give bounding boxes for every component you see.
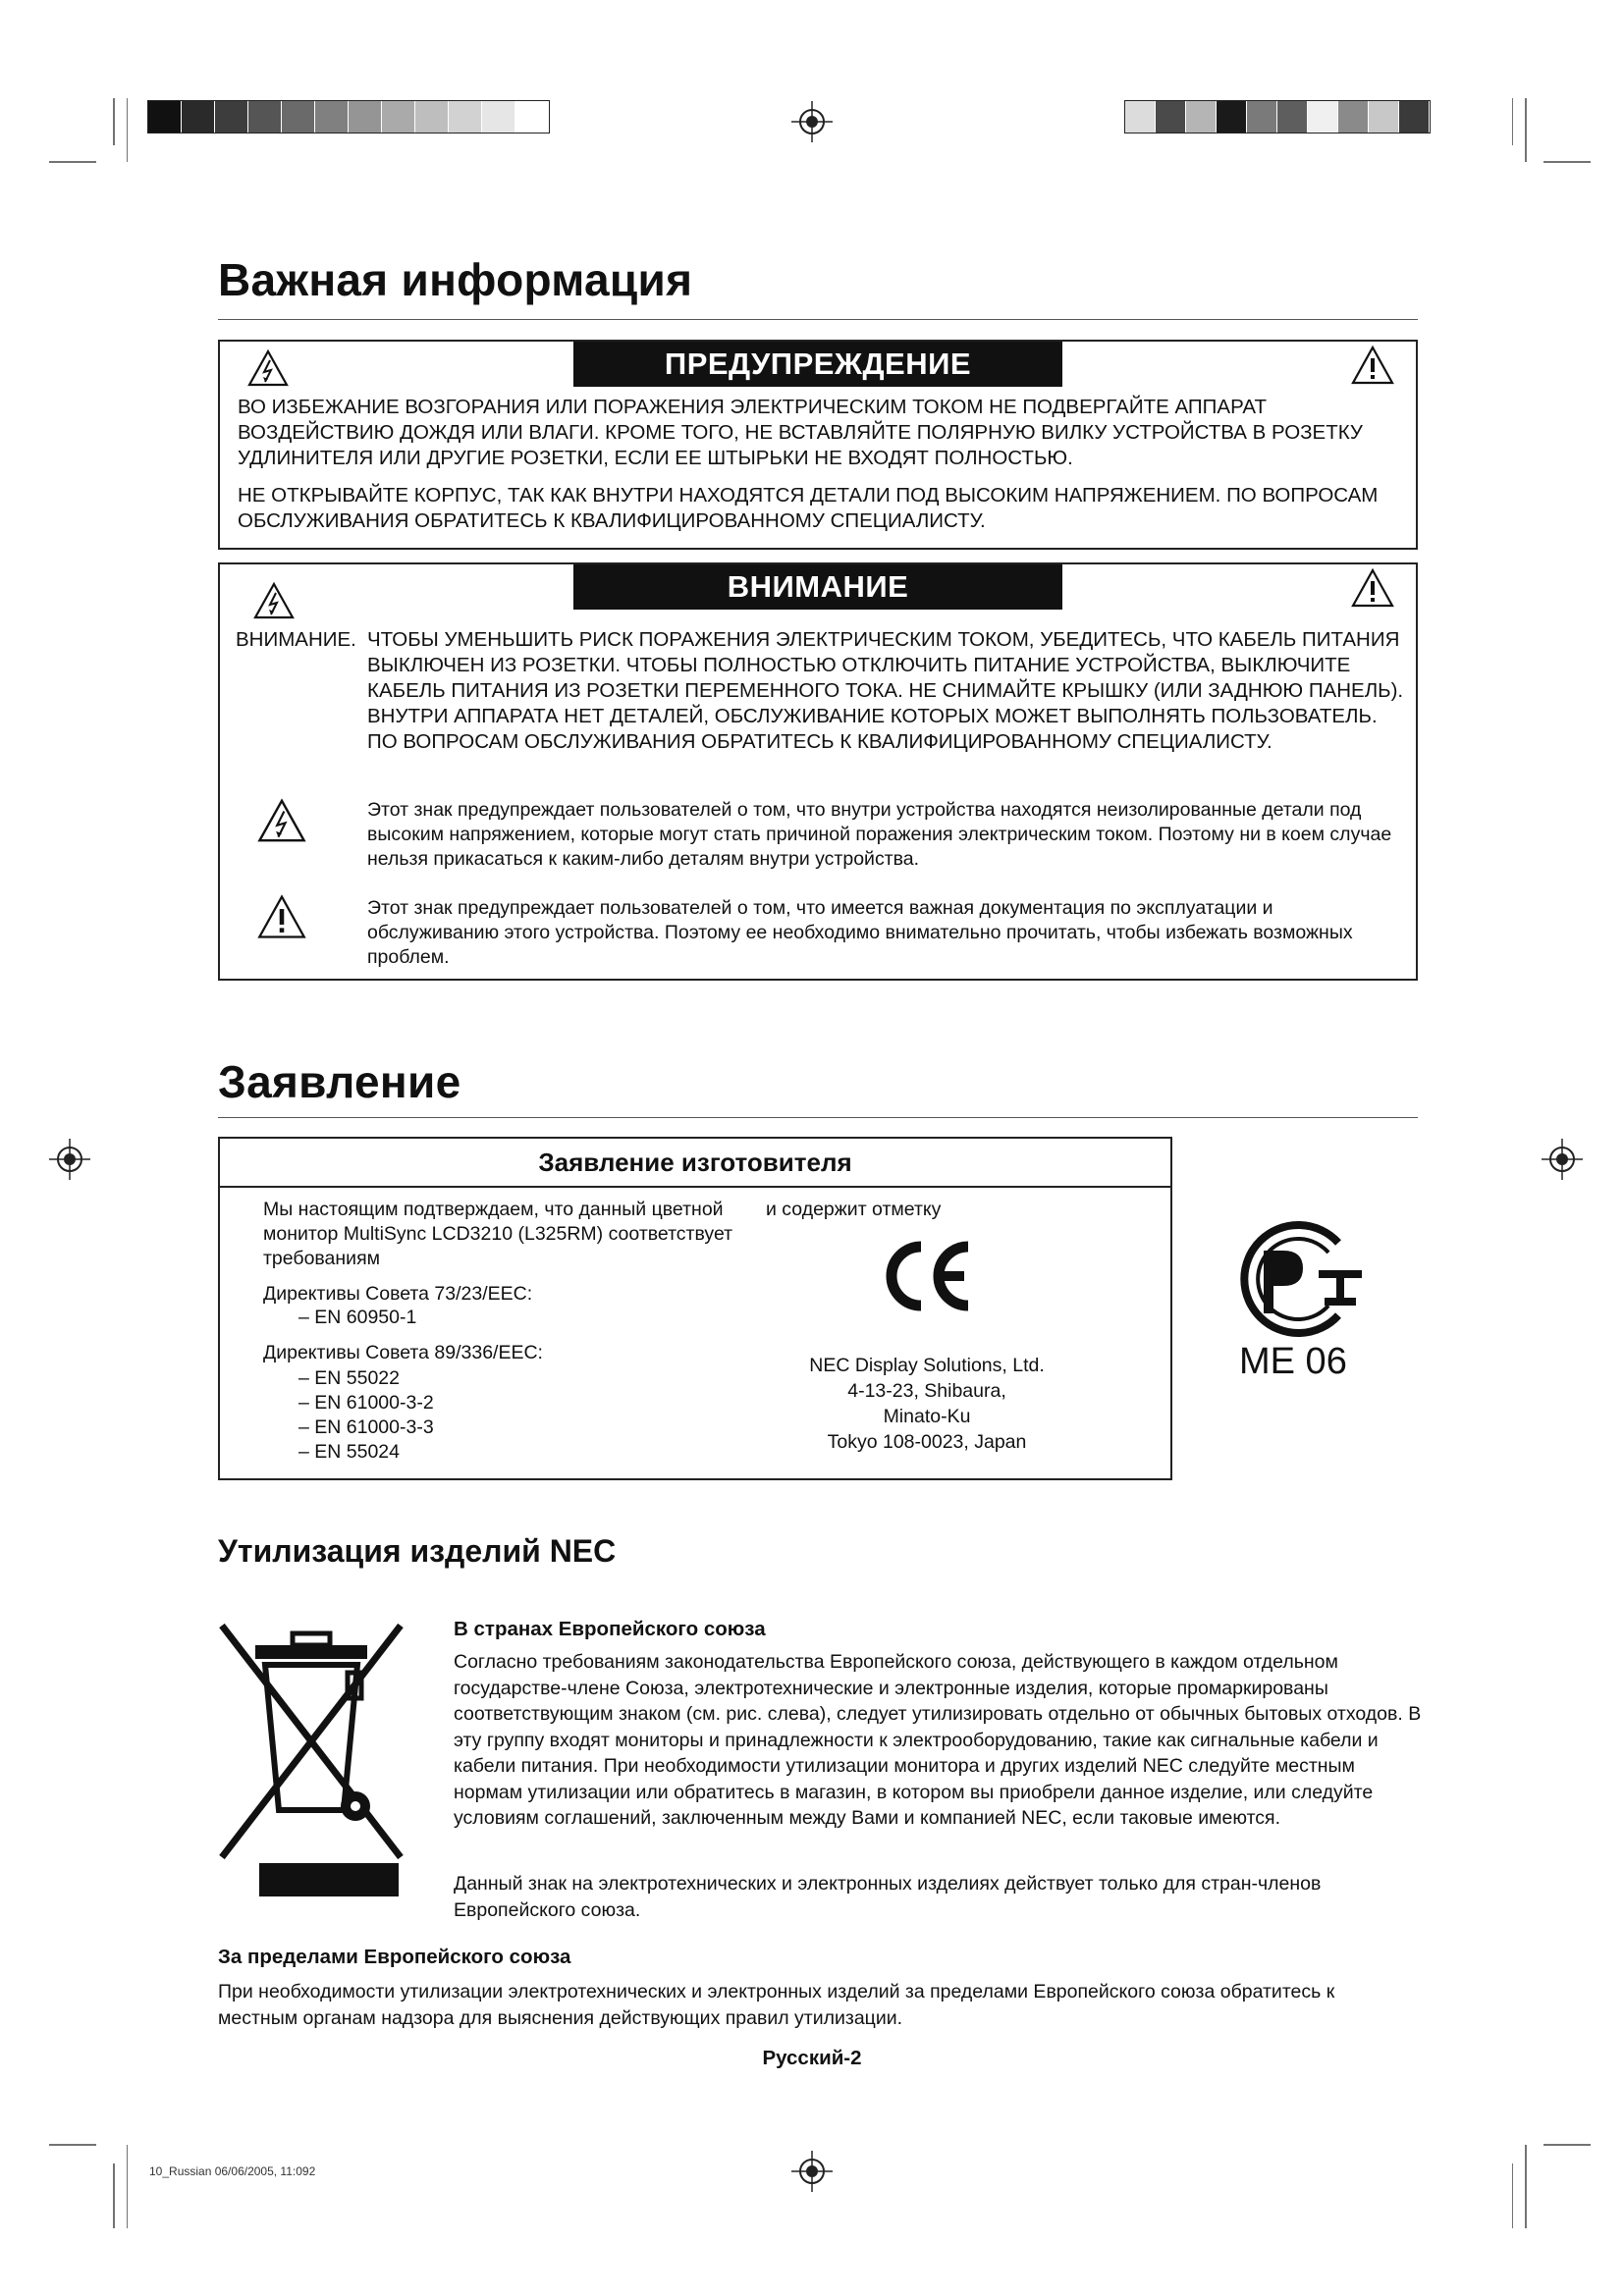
color-bar-swatch: [282, 101, 315, 133]
caution-banner: ВНИМАНИЕ: [573, 564, 1062, 610]
declaration-intro: Мы настоящим подтверждаем, что данный цветной монитор MultiSync LCD3210 (L325RM) соответствует требованиям: [263, 1199, 733, 1269]
print-info: 10_Russian 06/06/2005, 11:092: [149, 2164, 316, 2178]
warning-paragraph-1: ВО ИЗБЕЖАНИЕ ВОЗГОРАНИЯ ИЛИ ПОРАЖЕНИЯ ЭЛЕКТРИЧЕСКИМ ТОКОМ НЕ ПОДВЕРГАЙТЕ АППАРАТ ВОЗДЕЙСТВИЮ ДОЖДЯ ИЛИ ВЛАГИ. КРОМЕ ТОГО, НЕ ВСТАВЛЯЙТЕ ПОЛЯРНУЮ ВИЛКУ УСТРОЙСТВА В РОЗЕТКУ УДЛИНИТЕЛЯ ИЛИ ДРУГИЕ РОЗЕТКИ, ЕСЛИ ЕЕ ШТЫРЬКИ НЕ ВХОДЯТ ПОЛНОСТЬЮ.: [238, 396, 1363, 469]
color-bar-swatch: [1338, 101, 1369, 133]
declaration-box-header: [220, 1139, 1170, 1188]
color-bar-swatch: [1277, 101, 1308, 133]
color-bar-swatch: [482, 101, 515, 133]
declaration-rule: [218, 1117, 1418, 1118]
crop-mark-bottom-left: [49, 2140, 128, 2228]
directive-item: – EN 60950-1: [298, 1307, 417, 1328]
color-bar-swatch: [1217, 101, 1247, 133]
color-bar-swatch: [1247, 101, 1277, 133]
color-bar-swatch: [248, 101, 282, 133]
page-number: Русский-2: [762, 2047, 862, 2069]
directive-item: – EN 55022: [298, 1367, 400, 1389]
warning-box: [218, 340, 1418, 550]
color-bar-swatch: [215, 101, 248, 133]
lightning-symbol-icon: [257, 798, 306, 843]
color-bar-swatch: [148, 101, 182, 133]
color-bar-swatch: [1186, 101, 1217, 133]
important-info-title: Важная информация: [218, 254, 693, 305]
exclamation-symbol-icon: [257, 894, 306, 939]
color-bar-swatch: [449, 101, 482, 133]
declaration-box-title: Заявление изготовителя: [538, 1148, 852, 1177]
color-bar-swatch: [1399, 101, 1430, 133]
crop-mark-bottom-right: [1512, 2140, 1591, 2228]
crop-mark-top-right: [1512, 98, 1591, 167]
ce-mark-logo: [220, 1232, 1170, 1233]
color-bar-right: [1124, 100, 1431, 133]
registration-mark-top: [791, 101, 833, 142]
non-eu-heading: За пределами Европейского союза: [218, 1946, 571, 1968]
gost-r-code: ME 06: [1239, 1341, 1347, 1382]
caution-text: ЧТОБЫ УМЕНЬШИТЬ РИСК ПОРАЖЕНИЯ ЭЛЕКТРИЧЕСКИМ ТОКОМ, УБЕДИТЕСЬ, ЧТО КАБЕЛЬ ПИТАНИЯ ВЫКЛЮЧЕН ИЗ РОЗЕТКИ. ЧТОБЫ ПОЛНОСТЬЮ ОТКЛЮЧИТЬ ПИТАНИЕ УСТРОЙСТВА, ВЫКЛЮЧИТЕ КАБЕЛЬ ПИТАНИЯ ИЗ РОЗЕТКИ ПЕРЕМЕННОГО ТОКА. НЕ СНИМАЙТЕ КРЫШКУ (ИЛИ ЗАДНЮЮ ПАНЕЛЬ). ВНУТРИ АППАРАТА НЕТ ДЕТАЛЕЙ, ОБСЛУЖИВАНИЕ КОТОРЫХ МОЖЕТ ВЫПОЛНЯТЬ ПОЛЬЗОВАТЕЛЬ. ПО ВОПРОСАМ ОБСЛУЖИВАНИЯ ОБРАТИТЕСЬ К КВАЛИФИЦИРОВАННОМУ СПЕЦИАЛИСТУ.: [367, 628, 1404, 753]
declaration-title: Заявление: [218, 1056, 461, 1107]
color-bar-swatch: [182, 101, 215, 133]
lightning-symbol-description: Этот знак предупреждает пользователей о том, что внутри устройства находятся неизолированные детали под высоким напряжением, которые могут стать причиной поражения электрическим током. Поэтому ни в коем случае нельзя прикасаться к каким-либо деталям внутри устройства.: [367, 799, 1392, 870]
eu-paragraph-1: Согласно требованиям законодательства Европейского союза, действующего в каждом отдельном государстве-члене Союза, электротехнические и электронные изделия, которые промаркированы соответствующим знаком (см. рис. слева), следует утилизировать отдельно от обычных бытовых отходов. В эту группу входят мониторы и принадлежности к электрооборудованию, такие как сигнальные кабели и кабели питания. При необходимости утилизации монитора и других изделий NEC следуйте местным нормам утилизации или обратитесь в магазин, в котором вы приобрели данное изделие, или следуйте условиям соглашений, заключенным между Вами и компанией NEC, если таковые имеются.: [454, 1651, 1422, 1829]
lightning-warning-icon: [247, 349, 289, 387]
crop-mark-top-left: [49, 98, 128, 167]
gost-r-certification-icon: [1222, 1215, 1370, 1343]
exclamation-warning-icon: [1351, 346, 1394, 385]
color-bar-swatch: [1308, 101, 1338, 133]
color-bar-swatch: [1369, 101, 1399, 133]
ce-mark-icon: [878, 1237, 976, 1315]
warning-paragraph-2: НЕ ОТКРЫВАЙТЕ КОРПУС, ТАК КАК ВНУТРИ НАХОДЯТСЯ ДЕТАЛИ ПОД ВЫСОКИМ НАПРЯЖЕНИЕМ. ПО ВОПРОСАМ ОБСЛУЖИВАНИЯ ОБРАТИТЕСЬ К КВАЛИФИЦИРОВАННОМУ СПЕЦИАЛИСТУ.: [238, 484, 1379, 532]
manufacturer-address: [770, 1353, 1084, 1455]
caution-box: [218, 562, 1418, 981]
eu-paragraph-2: Данный знак на электротехнических и электронных изделиях действует только для стран-членов Европейского союза.: [454, 1873, 1322, 1921]
exclamation-caution-icon: [1351, 568, 1394, 608]
address-line-1: 4-13-23, Shibaura,: [847, 1380, 1006, 1402]
directive-item: – EN 61000-3-2: [298, 1392, 434, 1414]
color-bar-swatch: [515, 101, 549, 133]
lightning-caution-icon: [253, 582, 295, 619]
address-line-3: Tokyo 108-0023, Japan: [827, 1431, 1027, 1453]
registration-mark-right: [1542, 1139, 1583, 1180]
directive-1-title: Директивы Совета 73/23/EEC:: [263, 1283, 533, 1305]
title-rule: [218, 319, 1418, 320]
non-eu-paragraph: При необходимости утилизации электротехнических и электронных изделий за пределами Европейского союза обратитесь к местным органам надзора для выяснения действующих правил утилизации.: [218, 1981, 1335, 2029]
caution-lead: ВНИМАНИЕ.: [236, 628, 356, 651]
company-name: NEC Display Solutions, Ltd.: [809, 1355, 1045, 1376]
color-bar-swatch: [349, 101, 382, 133]
color-bar-swatch: [415, 101, 449, 133]
address-line-2: Minato-Ku: [883, 1406, 971, 1427]
color-bar-swatch: [315, 101, 349, 133]
registration-mark-left: [49, 1139, 90, 1180]
color-bar-swatch: [1125, 101, 1156, 133]
directive-2-title: Директивы Совета 89/336/EEC:: [263, 1342, 543, 1363]
exclamation-symbol-description: Этот знак предупреждает пользователей о том, что имеется важная документация по эксплуатации и обслуживанию этого устройства. Поэтому ее необходимо внимательно прочитать, чтобы избежать возможных проблем.: [367, 897, 1353, 968]
mark-statement: и содержит отметку: [766, 1199, 942, 1220]
weee-crossed-bin-icon: [218, 1622, 405, 1901]
color-bar-swatch: [382, 101, 415, 133]
directive-1-list: [298, 1306, 416, 1329]
manufacturer-declaration-box: [218, 1137, 1172, 1480]
eu-heading: В странах Европейского союза: [454, 1618, 766, 1640]
color-bar-left: [147, 100, 550, 133]
warning-banner: ПРЕДУПРЕЖДЕНИЕ: [573, 342, 1062, 387]
directive-item: – EN 55024: [298, 1441, 400, 1463]
directive-2-list: [298, 1366, 434, 1465]
disposal-title: Утилизация изделий NEC: [218, 1533, 617, 1569]
registration-mark-bottom: [791, 2151, 833, 2192]
directive-item: – EN 61000-3-3: [298, 1416, 434, 1438]
color-bar-swatch: [1156, 101, 1186, 133]
